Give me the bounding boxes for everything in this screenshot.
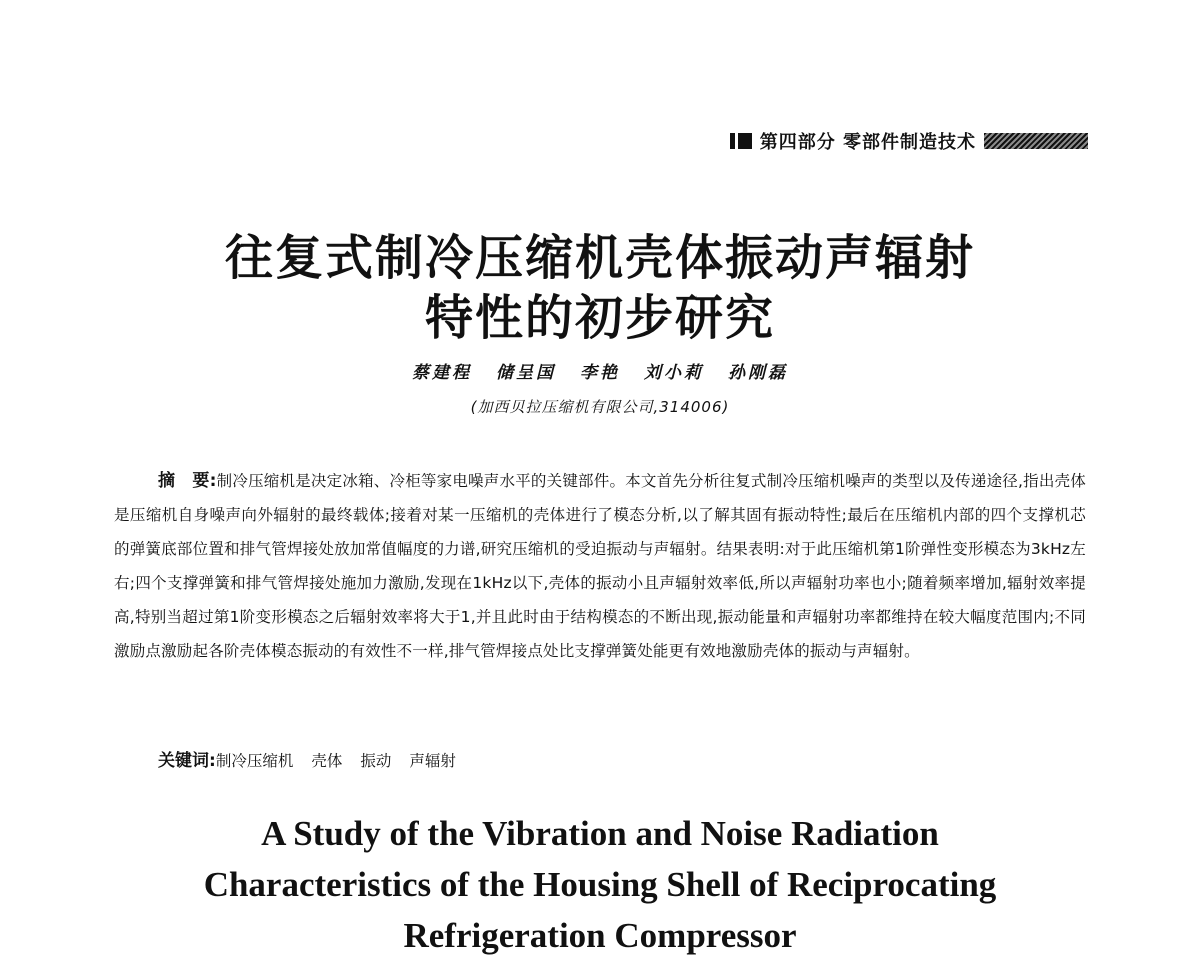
abstract-label: 摘 要: (158, 471, 217, 491)
english-title-line-2: Characteristics of the Housing Shell of Reciprocating (203, 865, 997, 904)
keyword: 声辐射 (409, 752, 456, 770)
keyword: 制冷压缩机 (215, 752, 294, 770)
english-title-line-1: A Study of the Vibration and Noise Radiation (261, 814, 939, 853)
author: 刘小莉 (644, 363, 704, 383)
chinese-title (0, 228, 1200, 348)
section-title: 第四部分 零部件制造技术 (759, 132, 976, 153)
abstract (114, 464, 1086, 668)
keywords (158, 744, 474, 778)
running-header (730, 128, 1088, 154)
author: 蔡建程 (412, 363, 472, 383)
english-title (0, 808, 1200, 961)
abstract-text: 制冷压缩机是决定冰箱、冷柜等家电噪声水平的关键部件。本文首先分析往复式制冷压缩机噪声的类型以及传递途径,指出壳体是压缩机自身噪声向外辐射的最终载体;接着对某一压缩机的壳体进行了模态分析,以了解其固有振动特性;最后在压缩机内部的四个支撑机芯的弹簧底部位置和排气管焊接处放加常值幅度的力谱,研究压缩机的受迫振动与声辐射。结果表明:对于此压缩机第1阶弹性变形模态为3kHz左右;四个支撑弹簧和排气管焊接处施加力激励,发现在1kHz以下,壳体的振动小且声辐射效率低,所以声辐射功率也小;随着频率增加,辐射效率提高,特别当超过第1阶变形模态之后辐射效率将大于1,并且此时由于结构模态的不断出现,振动能量和声辐射功率都维持在较大幅度范围内;不同激励点激励起各阶壳体模态振动的有效性不一样,排气管焊接点处比支撑弹簧处能更有效地激励壳体的振动与声辐射。 (114, 472, 1086, 660)
author: 李艳 (580, 363, 620, 383)
english-title-line-3: Refrigeration Compressor (403, 916, 797, 955)
chinese-title-line-2: 特性的初步研究 (424, 290, 775, 346)
section-marker-icon (730, 133, 752, 149)
chinese-title-line-1: 往复式制冷压缩机壳体振动声辐射 (224, 230, 975, 286)
keyword: 振动 (360, 752, 392, 770)
hatched-bar-decoration (984, 133, 1088, 149)
keywords-label: 关键词: (158, 751, 216, 771)
author-list (0, 358, 1200, 383)
author: 储呈国 (496, 363, 556, 383)
keyword: 壳体 (311, 752, 343, 770)
affiliation: (加西贝拉压缩机有限公司,314006) (470, 398, 730, 416)
author: 孙刚磊 (728, 363, 788, 383)
